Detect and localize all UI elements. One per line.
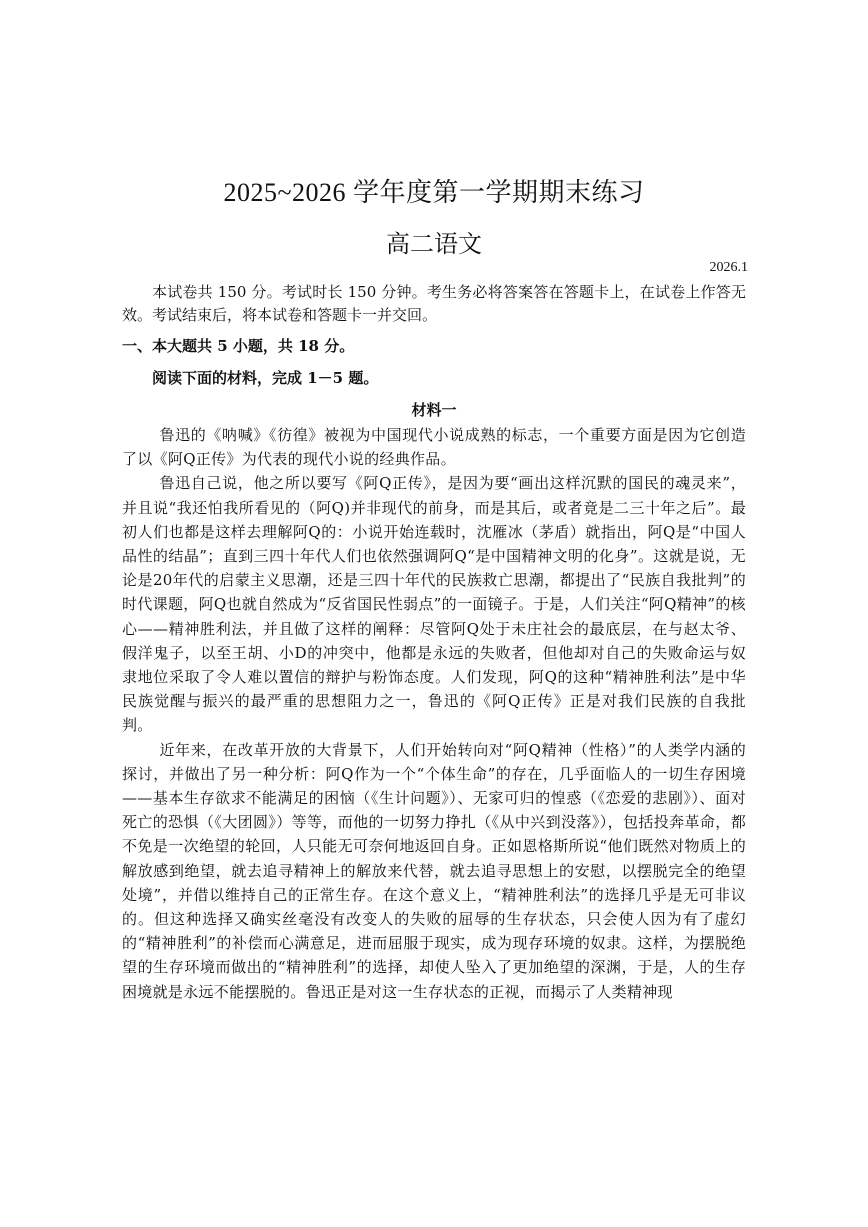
exam-date: 2026.1 bbox=[709, 260, 748, 275]
paragraph: 近年来，在改革开放的大背景下，人们开始转向对“阿Q精神（性格）”的人类学内涵的探讨，并做出了另一种分析：阿Q作为一个“个体生命”的存在，几乎面临人的一切生存困境——基本生存欲求不能满足的困恼（《生计问题》）、无家可归的惶惑（《恋爱的悲剧》）、面对死亡的恐惧（《大团圆》）等等，而他的一切努力挣扎（《从中兴到没落》），包括投奔革命，都不免是一次绝望的轮回，人只能无可奈何地返回自身。正如恩格斯所说“他们既然对物质上的解放感到绝望，就去追寻精神上的解放来代替，就去追寻思想上的安慰，以摆脱完全的绝望处境”，并借以维持自己的正常生存。在这个意义上，“精神胜利法”的选择几乎是无可非议的。但这种选择又确实丝毫没有改变人的失败的屈辱的生存状态，只会使人因为有了虚幻的“精神胜利”的补偿而心满意足，进而屈服于现实，成为现存环境的奴隶。这样，为摆脱绝望的生存环境而做出的“精神胜利”的选择，却使人坠入了更加绝望的深渊，于是，人的生存困境就是永远不能摆脱的。鲁迅正是对这一生存状态的正视，而揭示了人类精神现 bbox=[122, 740, 746, 1001]
exam-notice: 本试卷共 150 分。考试时长 150 分钟。考生务必将答案答在答题卡上，在试卷上作答无效。考试结束后，将本试卷和答题卡一并交回。 bbox=[122, 283, 746, 324]
paragraph: 鲁迅自己说，他之所以要写《阿Q正传》，是因为要“画出这样沉默的国民的魂灵来”，并且说“我还怕我所看见的（阿Q)并非现代的前身，而是其后，或者竟是二三十年之后”。最初人们也都是这样去理解阿Q的：小说开始连载时，沈雁冰（茅盾）就指出，阿Q是“中国人品性的结晶”；直到三四十年代人们也依然强调阿Q“是中国精神文明的化身”。这就是说，无论是20年代的启蒙主义思潮，还是三四十年代的民族救亡思潮，都提出了“民族自我批判”的时代课题，阿Q也就自然成为“反省国民性弱点”的一面镜子。于是，人们关注“阿Q精神”的核心——精神胜利法，并且做了这样的阐释：尽管阿Q处于未庄社会的最底层，在与赵太爷、假洋鬼子，以至王胡、小D的冲突中，他都是永远的失败者，但他却对自己的失败命运与奴隶地位采取了令人难以置信的辩护与粉饰态度。人们发现，阿Q的这种“精神胜利法”是中华民族觉醒与振兴的最严重的思想阻力之一，鲁迅的《阿Q正传》正是对我们民族的自我批判。 bbox=[122, 474, 746, 735]
material-body bbox=[122, 423, 746, 1004]
subject-title: 高二语文 bbox=[386, 230, 482, 258]
exam-title: 2025~2026 学年度第一学期期末练习 bbox=[223, 178, 645, 207]
section-instruction: 阅读下面的材料，完成 1－5 题。 bbox=[152, 369, 379, 387]
section-heading: 一、本大题共 5 小题，共 18 分。 bbox=[122, 337, 355, 355]
material-title: 材料一 bbox=[411, 401, 457, 419]
paragraph: 鲁迅的《呐喊》《彷徨》被视为中国现代小说成熟的标志，一个重要方面是因为它创造了以《阿Q正传》为代表的现代小说的经典作品。 bbox=[122, 426, 746, 469]
